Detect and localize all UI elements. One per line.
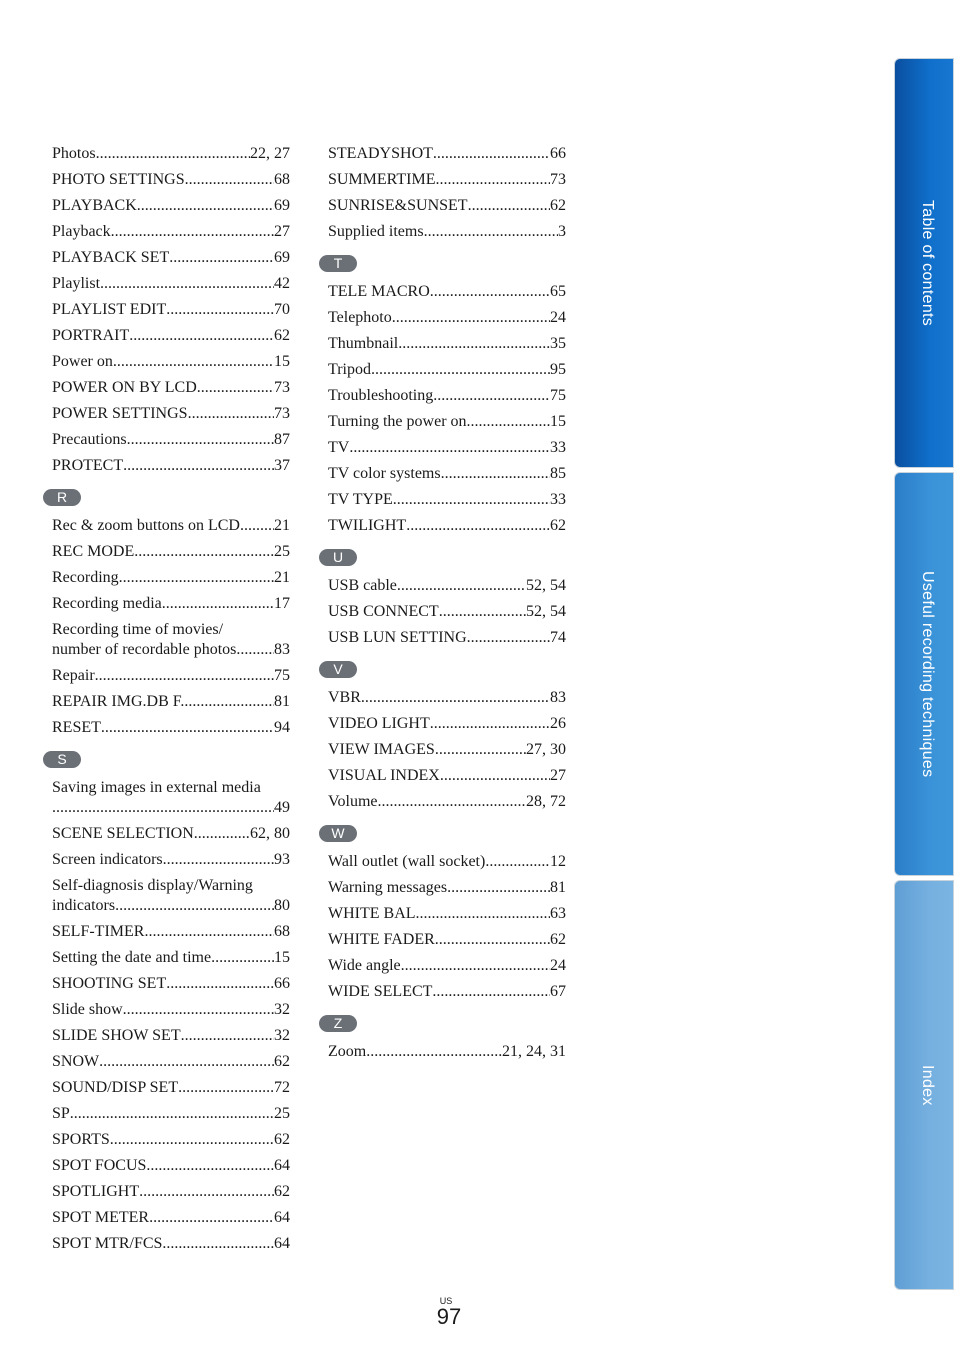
index-entry[interactable]	[52, 378, 290, 398]
index-term: PROTECT	[52, 457, 124, 474]
index-page-ref[interactable]: 62	[550, 197, 566, 214]
dot-leader	[181, 1026, 274, 1046]
index-page-ref[interactable]: 81	[550, 879, 566, 896]
index-entry[interactable]	[328, 930, 566, 950]
index-term: SPOT METER	[52, 1209, 150, 1226]
side-navigation-tabs	[894, 58, 954, 1290]
dot-leader	[113, 352, 274, 372]
index-term: Recording media	[52, 595, 162, 612]
index-page-ref[interactable]: 33	[550, 491, 566, 508]
index-term: VBR	[328, 689, 361, 706]
index-entry[interactable]	[52, 1130, 290, 1150]
index-entry[interactable]	[52, 1208, 290, 1228]
index-page-ref[interactable]: 94	[274, 719, 290, 736]
index-page-ref[interactable]: 73	[274, 379, 290, 396]
index-entry[interactable]	[328, 904, 566, 924]
index-page-ref[interactable]: 27	[274, 223, 290, 240]
index-page-ref[interactable]: 28, 72	[526, 793, 566, 810]
index-term: Troubleshooting	[328, 387, 434, 404]
dot-leader	[420, 904, 550, 924]
index-page-ref[interactable]: 73	[274, 405, 290, 422]
dot-leader	[134, 542, 274, 562]
index-entry[interactable]	[52, 778, 290, 818]
region-code: US	[439, 1296, 453, 1306]
section-letter-badge: S	[43, 751, 81, 768]
index-entry[interactable]	[52, 850, 290, 870]
dot-leader	[468, 196, 550, 216]
index-page-ref[interactable]: 37	[274, 457, 290, 474]
index-entry[interactable]	[328, 464, 566, 484]
dot-leader	[70, 1104, 274, 1124]
index-entry[interactable]	[328, 982, 566, 1002]
index-page-ref[interactable]: 42	[274, 275, 290, 292]
index-page-ref[interactable]: 75	[274, 667, 290, 684]
index-entry[interactable]	[52, 824, 290, 844]
index-term: SPORTS	[52, 1131, 110, 1148]
index-page-ref[interactable]: 21	[274, 569, 290, 586]
dot-leader	[430, 714, 550, 734]
index-term: Recording	[52, 569, 119, 586]
index-term: USB LUN SETTING	[328, 629, 467, 646]
index-term: TELE MACRO	[328, 283, 430, 300]
dot-leader	[366, 1042, 502, 1062]
index-page-ref[interactable]: 22, 27	[250, 145, 290, 162]
index-term: Thumbnail	[328, 335, 399, 352]
index-term: SLIDE SHOW SET	[52, 1027, 181, 1044]
index-entry[interactable]	[328, 688, 566, 708]
index-term: SUMMERTIME	[328, 171, 436, 188]
index-entry[interactable]	[328, 1042, 566, 1062]
index-term: SNOW	[52, 1053, 100, 1070]
index-page-ref[interactable]: 62	[274, 1053, 290, 1070]
index-page-ref[interactable]: 52, 54	[526, 603, 566, 620]
dot-leader	[162, 1234, 274, 1254]
index-page-ref[interactable]: 66	[550, 145, 566, 162]
dot-leader	[129, 326, 274, 346]
index-page-ref[interactable]: 26	[550, 715, 566, 732]
index-page-ref[interactable]: 25	[274, 543, 290, 560]
index-term: TV	[328, 439, 350, 456]
index-entry[interactable]	[328, 438, 566, 458]
dot-leader	[447, 878, 550, 898]
index-entry[interactable]	[52, 922, 290, 942]
dot-leader	[139, 1182, 274, 1202]
index-page-ref[interactable]: 83	[550, 689, 566, 706]
index-page-ref[interactable]: 33	[550, 439, 566, 456]
index-entry[interactable]	[52, 718, 290, 738]
tab-table-of-contents-label: Table of contents	[919, 199, 936, 327]
index-term: WHITE BAL.	[328, 905, 420, 922]
index-entry[interactable]	[328, 766, 566, 786]
dot-leader	[197, 378, 274, 398]
index-term: Precautions	[52, 431, 127, 448]
page-number-value: 97	[436, 1304, 462, 1329]
dot-leader	[406, 516, 550, 536]
dot-leader	[185, 170, 274, 190]
dot-leader	[169, 248, 274, 268]
index-term: USB cable	[328, 577, 397, 594]
index-entry[interactable]	[52, 692, 290, 712]
dot-leader	[119, 568, 274, 588]
index-term: POWER SETTINGS	[52, 405, 188, 422]
dot-leader	[144, 922, 274, 942]
index-term: TV TYPE	[328, 491, 393, 508]
index-page-ref[interactable]: 62	[274, 327, 290, 344]
dot-leader	[146, 1156, 274, 1176]
dot-leader	[163, 850, 274, 870]
index-entry[interactable]	[328, 386, 566, 406]
index-page-ref[interactable]: 25	[274, 1105, 290, 1122]
index-column-right	[328, 144, 566, 1068]
index-term: PLAYLIST EDIT	[52, 301, 167, 318]
tab-index-label: Index	[919, 1064, 936, 1106]
index-column-left	[52, 144, 290, 1260]
index-term: Telephoto	[328, 309, 392, 326]
section-letter-badge: W	[319, 825, 357, 842]
index-entry[interactable]	[52, 326, 290, 346]
index-term: Volume	[328, 793, 378, 810]
dot-leader	[424, 222, 558, 242]
index-page-ref[interactable]: 83	[274, 641, 290, 658]
index-page-ref[interactable]: 35	[550, 335, 566, 352]
dot-leader	[162, 594, 274, 614]
index-term: SCENE SELECTION	[52, 825, 194, 842]
index-page-ref[interactable]: 32	[274, 1027, 290, 1044]
index-term-line1: Recording time of movies/	[52, 621, 224, 638]
index-entry[interactable]	[52, 170, 290, 190]
index-entry[interactable]	[52, 1078, 290, 1098]
index-entry[interactable]	[328, 602, 566, 622]
index-entry[interactable]	[328, 740, 566, 760]
index-entry[interactable]	[52, 594, 290, 614]
index-term: SPOTLIGHT	[52, 1183, 140, 1200]
index-term-line1: Saving images in external media	[52, 779, 261, 796]
index-term: SP	[52, 1105, 70, 1122]
index-term: TV color systems	[328, 465, 441, 482]
dot-leader	[96, 144, 250, 164]
dot-leader	[166, 974, 274, 994]
index-entry[interactable]	[52, 948, 290, 968]
dot-leader	[432, 982, 550, 1002]
dot-leader	[149, 1208, 274, 1228]
index-page-ref[interactable]: 74	[550, 629, 566, 646]
tab-useful-recording-techniques-label: Useful recording techniques	[919, 570, 936, 778]
dot-leader	[371, 360, 550, 380]
dot-leader	[100, 274, 274, 294]
index-term: Playlist	[52, 275, 101, 292]
index-term: Slide show	[52, 1001, 123, 1018]
index-page-ref[interactable]: 85	[550, 465, 566, 482]
index-term: Photos	[52, 145, 96, 162]
index-term: STEADYSHOT	[328, 145, 433, 162]
index-page-ref[interactable]: 65	[550, 283, 566, 300]
dot-leader	[101, 718, 274, 738]
index-page-ref[interactable]: 52, 54	[526, 577, 566, 594]
index-term: Supplied items	[328, 223, 424, 240]
index-page-ref[interactable]: 67	[550, 983, 566, 1000]
dot-leader	[393, 490, 550, 510]
index-page-ref[interactable]: 15	[550, 413, 566, 430]
index-page-ref[interactable]: 87	[274, 431, 290, 448]
index-page-ref[interactable]: 72	[274, 1079, 290, 1096]
tab-table-of-contents[interactable]	[894, 58, 954, 468]
index-page-ref[interactable]: 27, 30	[526, 741, 566, 758]
index-term: Wide angle	[328, 957, 401, 974]
index-page-ref[interactable]: 68	[274, 171, 290, 188]
section-letter-badge: R	[43, 489, 81, 506]
index-entry[interactable]	[328, 628, 566, 648]
index-entry[interactable]	[52, 196, 290, 216]
index-term: Wall outlet (wall socket)	[328, 853, 486, 870]
index-entry[interactable]	[328, 360, 566, 380]
index-term: PHOTO SETTINGS	[52, 171, 185, 188]
index-page-ref[interactable]: 70	[274, 301, 290, 318]
index-entry[interactable]	[52, 620, 290, 660]
index-term: PORTRAIT	[52, 327, 130, 344]
index-term: WIDE SELECT	[328, 983, 433, 1000]
index-term: SOUND/DISP SET	[52, 1079, 179, 1096]
dot-leader	[398, 334, 550, 354]
index-page-ref[interactable]: 3	[558, 223, 566, 240]
index-term: Setting the date and time	[52, 949, 212, 966]
index-entry[interactable]	[52, 1234, 290, 1254]
index-term: Zoom	[328, 1043, 367, 1060]
index-page-ref[interactable]: 62	[550, 931, 566, 948]
index-entry[interactable]	[52, 222, 290, 242]
dot-leader	[123, 456, 274, 476]
dot-leader	[211, 948, 274, 968]
index-term: Power on	[52, 353, 113, 370]
dot-leader	[178, 1078, 274, 1098]
dot-leader	[99, 1052, 274, 1072]
index-page-ref[interactable]: 21	[274, 517, 290, 534]
dot-leader	[166, 300, 274, 320]
index-entry[interactable]	[328, 792, 566, 812]
dot-leader	[111, 222, 274, 242]
index-page-ref[interactable]: 81	[274, 693, 290, 710]
dot-leader	[467, 628, 550, 648]
index-term: VIEW IMAGES	[328, 741, 435, 758]
index-page-ref[interactable]: 62, 80	[250, 825, 290, 842]
dot-leader	[401, 956, 550, 976]
index-page-ref[interactable]: 62	[550, 517, 566, 534]
dot-leader	[430, 282, 550, 302]
index-entry[interactable]	[52, 1182, 290, 1202]
index-entry[interactable]	[52, 144, 290, 164]
section-letter-badge: V	[319, 661, 357, 678]
tab-useful-recording-techniques[interactable]	[894, 472, 954, 876]
index-entry[interactable]	[52, 352, 290, 372]
dot-leader	[361, 688, 550, 708]
index-page-ref[interactable]: 21, 24, 31	[502, 1043, 566, 1060]
dot-leader	[467, 412, 550, 432]
index-term: number of recordable photos	[52, 641, 237, 658]
index-entry[interactable]	[52, 430, 290, 450]
index-entry[interactable]	[328, 576, 566, 596]
index-term: Playback	[52, 223, 111, 240]
index-term: SELF-TIMER	[52, 923, 145, 940]
section-letter-badge: U	[319, 549, 357, 566]
index-term: REC MODE	[52, 543, 135, 560]
dot-leader	[349, 438, 550, 458]
index-entry[interactable]	[52, 666, 290, 686]
index-page-ref[interactable]: 73	[550, 171, 566, 188]
dot-leader	[110, 1130, 274, 1150]
index-term: Tripod	[328, 361, 371, 378]
index-page-ref[interactable]: 69	[274, 197, 290, 214]
index-page-ref[interactable]: 17	[274, 595, 290, 612]
index-term: REPAIR IMG.DB F.	[52, 693, 185, 710]
page-number	[434, 1297, 464, 1328]
index-term: VIDEO LIGHT	[328, 715, 430, 732]
index-page-ref[interactable]: 62	[274, 1131, 290, 1148]
index-term: TWILIGHT	[328, 517, 407, 534]
dot-leader	[439, 602, 526, 622]
index-entry[interactable]	[328, 170, 566, 190]
dot-leader	[184, 692, 274, 712]
index-page-ref[interactable]: 12	[550, 853, 566, 870]
index-term: RESET	[52, 719, 101, 736]
index-term: Warning messages	[328, 879, 448, 896]
dot-leader	[436, 170, 551, 190]
dot-leader	[485, 852, 550, 872]
index-entry[interactable]	[52, 974, 290, 994]
index-entry[interactable]	[52, 1000, 290, 1020]
index-term-line1: Self-diagnosis display/Warning	[52, 877, 253, 894]
index-page-ref[interactable]: 24	[550, 309, 566, 326]
index-term: Screen indicators	[52, 851, 163, 868]
index-page-ref[interactable]: 68	[274, 923, 290, 940]
tab-index[interactable]	[894, 880, 954, 1290]
index-page-ref[interactable]: 27	[550, 767, 566, 784]
index-page-ref[interactable]: 15	[274, 353, 290, 370]
index-term: POWER ON BY LCD	[52, 379, 197, 396]
index-entry[interactable]	[328, 714, 566, 734]
index-entry[interactable]	[328, 334, 566, 354]
index-term: SHOOTING SET	[52, 975, 167, 992]
index-entry[interactable]	[328, 878, 566, 898]
dot-leader	[435, 930, 550, 950]
index-page-ref[interactable]: 63	[550, 905, 566, 922]
index-entry[interactable]	[328, 308, 566, 328]
index-page-ref[interactable]: 66	[274, 975, 290, 992]
index-entry[interactable]	[52, 542, 290, 562]
index-term: Rec & zoom buttons on LCD	[52, 517, 240, 534]
dot-leader	[441, 464, 550, 484]
index-page-ref[interactable]: 62	[274, 1183, 290, 1200]
index-term: SUNRISE&SUNSET	[328, 197, 468, 214]
index-entry[interactable]	[52, 1026, 290, 1046]
dot-leader	[392, 308, 550, 328]
index-term: VISUAL INDEX	[328, 767, 440, 784]
dot-leader	[194, 824, 250, 844]
index-entry[interactable]	[52, 568, 290, 588]
index-entry[interactable]	[52, 404, 290, 424]
dot-leader	[236, 640, 274, 660]
index-page-ref[interactable]: 69	[274, 249, 290, 266]
dot-leader	[433, 144, 550, 164]
index-term: Turning the power on	[328, 413, 467, 430]
dot-leader	[440, 766, 550, 786]
index-entry[interactable]	[328, 144, 566, 164]
index-page-ref[interactable]: 64	[274, 1157, 290, 1174]
index-page-ref[interactable]: 75	[550, 387, 566, 404]
index-entry[interactable]	[328, 412, 566, 432]
index-page-ref[interactable]: 64	[274, 1235, 290, 1252]
index-page-ref[interactable]: 95	[550, 361, 566, 378]
index-entry[interactable]	[328, 516, 566, 536]
dot-leader	[127, 430, 274, 450]
index-entry[interactable]	[328, 956, 566, 976]
index-term: SPOT MTR/FCS	[52, 1235, 163, 1252]
index-entry[interactable]	[328, 196, 566, 216]
index-entry[interactable]	[52, 1156, 290, 1176]
index-page-ref[interactable]: 15	[274, 949, 290, 966]
index-entry[interactable]	[52, 456, 290, 476]
dot-leader	[435, 740, 526, 760]
index-entry[interactable]	[328, 490, 566, 510]
index-entry[interactable]	[52, 300, 290, 320]
index-entry[interactable]	[328, 222, 566, 242]
index-page-ref[interactable]: 93	[274, 851, 290, 868]
index-entry[interactable]	[52, 1052, 290, 1072]
index-term: PLAYBACK SET	[52, 249, 170, 266]
index-page-ref[interactable]: 32	[274, 1001, 290, 1018]
index-entry[interactable]	[328, 282, 566, 302]
index-page-ref[interactable]: 49	[274, 799, 290, 816]
dot-leader	[52, 798, 274, 818]
index-term: Repair	[52, 667, 95, 684]
dot-leader	[137, 196, 274, 216]
index-entry[interactable]	[328, 852, 566, 872]
index-page-ref[interactable]: 64	[274, 1209, 290, 1226]
index-term: PLAYBACK	[52, 197, 137, 214]
index-term: USB CONNECT	[328, 603, 439, 620]
index-entry[interactable]	[52, 876, 290, 916]
dot-leader	[188, 404, 274, 424]
dot-leader	[123, 1000, 274, 1020]
index-page-ref[interactable]: 80	[274, 897, 290, 914]
index-entry[interactable]	[52, 248, 290, 268]
dot-leader	[377, 792, 526, 812]
dot-leader	[115, 896, 274, 916]
index-term: SPOT FOCUS	[52, 1157, 147, 1174]
section-letter-badge: Z	[319, 1015, 357, 1032]
dot-leader	[240, 516, 274, 536]
dot-leader	[397, 576, 526, 596]
index-page-ref[interactable]: 24	[550, 957, 566, 974]
index-entry[interactable]	[52, 516, 290, 536]
index-term: indicators	[52, 897, 116, 914]
index-term: WHITE FADER	[328, 931, 435, 948]
dot-leader	[433, 386, 550, 406]
index-entry[interactable]	[52, 1104, 290, 1124]
dot-leader	[95, 666, 274, 686]
section-letter-badge: T	[319, 255, 357, 272]
index-entry[interactable]	[52, 274, 290, 294]
